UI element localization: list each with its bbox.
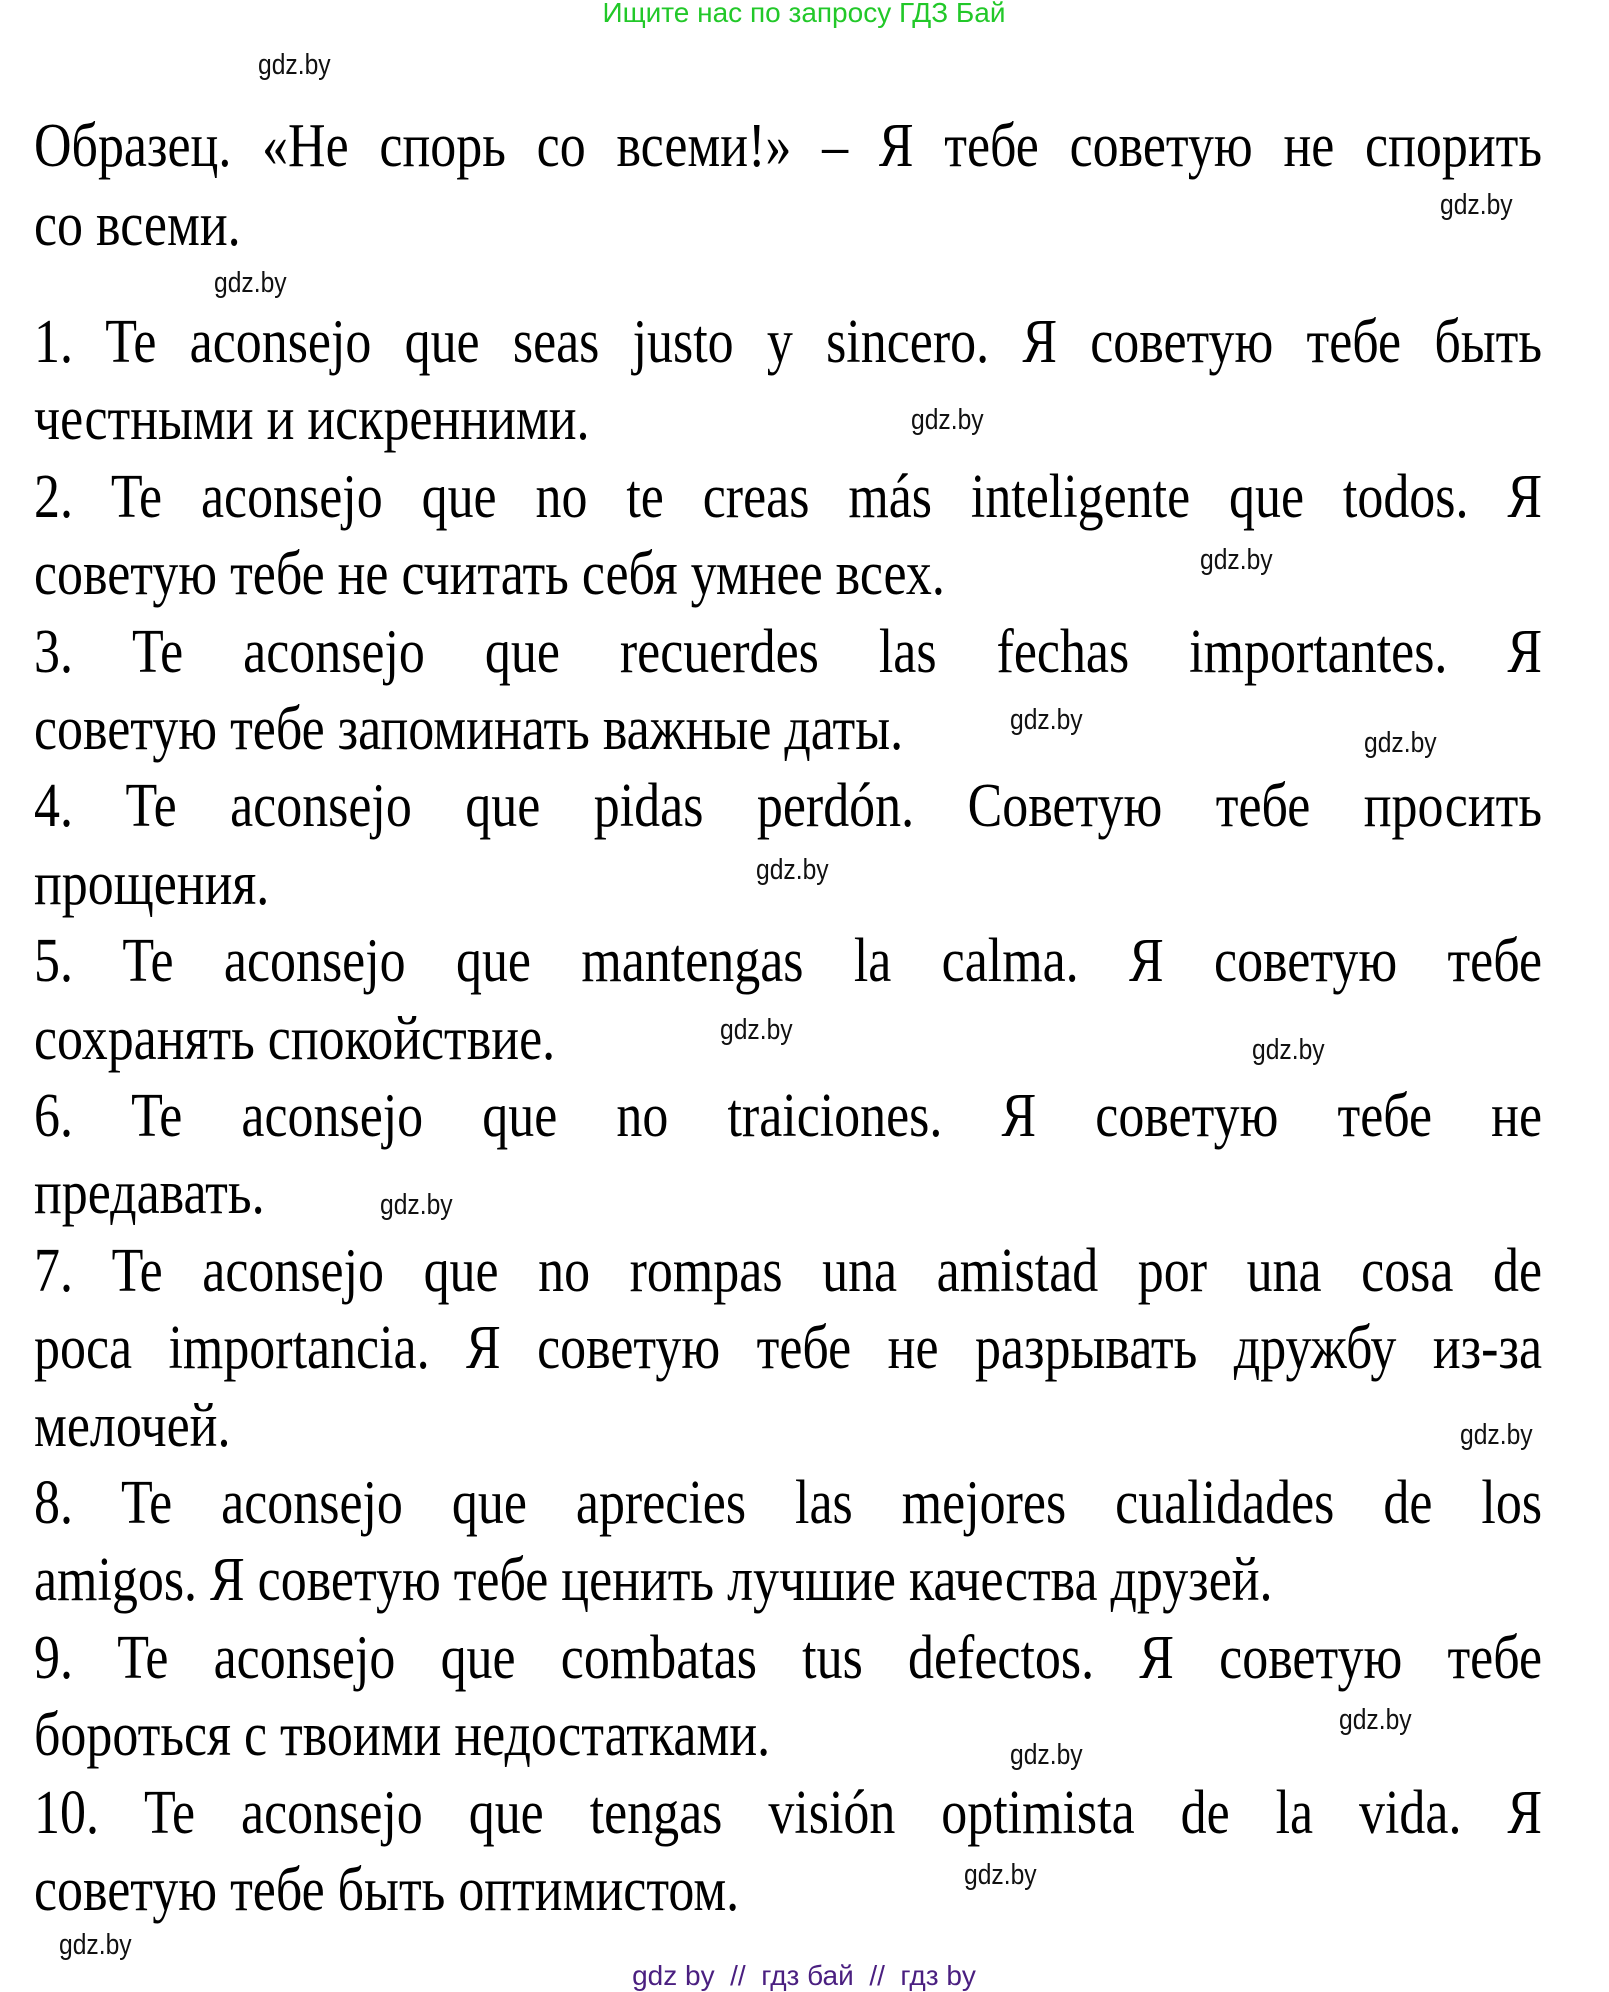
item-8-line: amigos. Я советую тебе ценить лучшие качества друзей. (34, 1546, 1273, 1614)
item-7-line: poca importancia. Я советую тебе не разрывать дружбу из-за (34, 1314, 1543, 1382)
watermark: gdz.by (1339, 1704, 1412, 1736)
item-2-line: советую тебе не считать себя умнее всех. (34, 540, 945, 608)
item-7-line: мелочей. (34, 1392, 231, 1460)
item-5-line: 5. Te aconsejo que mantengas la calma. Я советую тебе (34, 927, 1543, 995)
watermark: gdz.by (1440, 189, 1513, 221)
item-9-line: 9. Te aconsejo que combatas tus defectos. Я советую тебе (34, 1624, 1543, 1692)
watermark: gdz.by (1460, 1419, 1533, 1451)
watermark: gdz.by (964, 1859, 1037, 1891)
watermark: gdz.by (380, 1189, 453, 1221)
item-9-line: бороться с твоими недостатками. (34, 1701, 771, 1769)
watermark: gdz.by (756, 854, 829, 886)
watermark: gdz.by (1252, 1034, 1325, 1066)
item-5-line: сохранять спокойствие. (34, 1005, 556, 1073)
sample-line: со всеми. (34, 191, 241, 259)
item-1-line: честными и искренними. (34, 385, 590, 453)
item-7-line: 7. Te aconsejo que no rompas una amistad por una cosa de (34, 1237, 1543, 1305)
item-6-line: предавать. (34, 1159, 265, 1227)
item-10-line: 10. Te aconsejo que tengas visión optimista de la vida. Я (34, 1779, 1543, 1847)
watermark: gdz.by (1010, 704, 1083, 736)
watermark: gdz.by (720, 1014, 793, 1046)
item-1-line: 1. Te aconsejo que seas justo y sincero. Я советую тебе быть (34, 308, 1543, 376)
watermark: gdz.by (258, 49, 331, 81)
item-8-line: 8. Te aconsejo que aprecies las mejores cualidades de los (34, 1469, 1543, 1537)
sample-line: Образец. «Не спорь со всеми!» – Я тебе советую не спорить (34, 112, 1543, 180)
item-3-line: советую тебе запоминать важные даты. (34, 695, 904, 763)
watermark: gdz.by (1364, 727, 1437, 759)
watermark: gdz.by (1010, 1739, 1083, 1771)
search-hint-banner: Ищите нас по запросу ГДЗ Бай (602, 0, 1006, 28)
item-6-line: 6. Te aconsejo que no traiciones. Я советую тебе не (34, 1082, 1543, 1150)
watermark: gdz.by (911, 404, 984, 436)
item-10-line: советую тебе быть оптимистом. (34, 1856, 740, 1924)
watermark: gdz.by (214, 267, 287, 299)
watermark: gdz.by (1200, 544, 1273, 576)
item-4-line: прощения. (34, 850, 270, 918)
watermark: gdz.by (59, 1929, 132, 1961)
item-2-line: 2. Te aconsejo que no te creas más inteligente que todos. Я (34, 463, 1543, 531)
item-4-line: 4. Te aconsejo que pidas perdón. Советую тебе просить (34, 772, 1543, 840)
item-3-line: 3. Te aconsejo que recuerdes las fechas importantes. Я (34, 618, 1543, 686)
footer-links: gdz by // гдз бай // гдз by (632, 1960, 976, 1991)
